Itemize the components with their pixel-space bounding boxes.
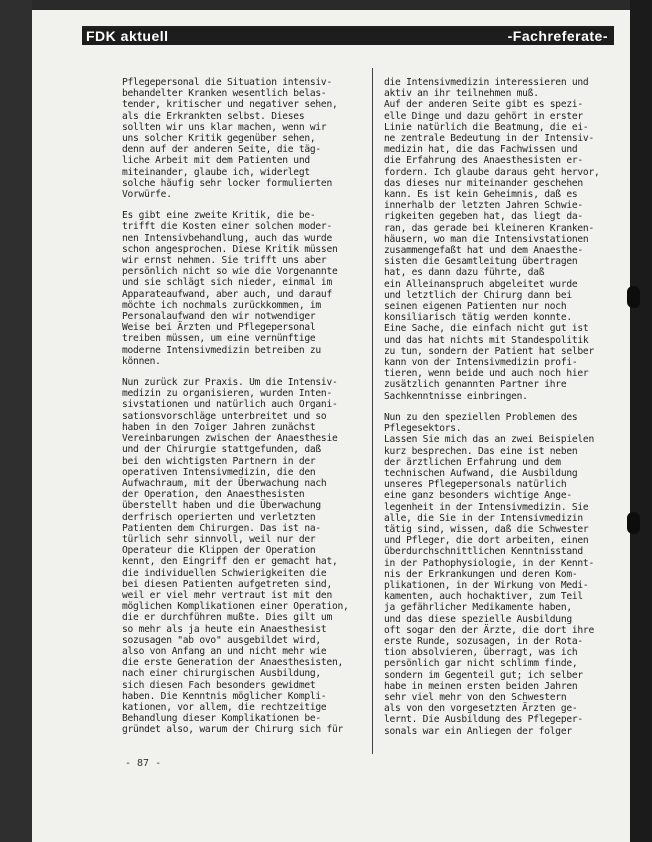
text-line: und das hat nichts mit Standespolitik xyxy=(384,334,589,346)
text-line: in der Pathophysiologie, in der Kennt- xyxy=(384,557,594,569)
text-line: lernt. Die Ausbildung des Pflegeper- xyxy=(384,714,583,726)
text-line: kennt, den Eingriff den er gemacht hat, xyxy=(122,556,338,568)
text-line: zusätzlich genannten Partner ihre xyxy=(384,379,567,391)
text-line: kationen, vor allem, die rechtzeitige xyxy=(122,701,327,713)
text-line: treiben müssen, um eine vernünftige xyxy=(122,333,316,345)
text-line: und letztlich der Chirurg dann bei xyxy=(384,289,572,301)
text-line: schon angesprochen. Diese Kritik müssen xyxy=(122,243,338,255)
text-line: und Pfleger, die dort arbeiten, einen xyxy=(384,535,589,547)
text-line: haben in den 7oiger Jahren zunächst xyxy=(122,421,316,433)
text-line: die Intensivmedizin interessieren und xyxy=(384,77,589,88)
text-line: ran, das gerade bei kleineren Kranken- xyxy=(384,222,594,234)
text-line: Nun zurück zur Praxis. Um die Intensiv- xyxy=(122,377,338,389)
text-line: tieren, wenn beide und auch noch hier xyxy=(384,368,589,380)
text-line: nis der Erkrankungen und deren Kom- xyxy=(384,568,578,580)
text-line: als die Erkrankten selbst. Dieses xyxy=(122,110,305,122)
text-line: türlich sehr sinnvoll, weil nur der xyxy=(122,533,316,545)
text-line: und der Chirurgie stattgefunden, daß xyxy=(122,444,321,456)
text-line: erste Runde, sozusagen, in der Rota- xyxy=(384,635,583,647)
text-line: Pflegepersonal die Situation intensiv- xyxy=(122,77,332,88)
text-line: seinen eigenen Patienten nur noch xyxy=(384,301,567,313)
text-line: die erste Generation der Anaesthesisten, xyxy=(122,657,344,669)
text-line: die Erfahrung des Anaesthesisten er- xyxy=(384,155,583,167)
page-number: - 87 - xyxy=(125,758,162,769)
text-line: die individuellen Schwierigkeiten die xyxy=(122,567,327,579)
text-line: kurz besprechen. Das eine ist neben xyxy=(384,445,578,457)
text-line: medizin zu organisieren, wurden Inten- xyxy=(122,388,332,400)
text-line: sivstationen und natürlich auch Organi- xyxy=(122,399,338,411)
text-line: Aufwachraum, mit der Überwachung nach xyxy=(122,477,327,489)
text-line: ne zentrale Bedeutung in der Intensiv- xyxy=(384,133,594,145)
right-text-column xyxy=(384,77,610,737)
text-line: Patienten dem Chirurgen. Das ist na- xyxy=(122,522,321,534)
punch-hole xyxy=(627,286,640,308)
text-line: tätig sind, wissen, daß die Schwester xyxy=(384,523,589,535)
text-line: elle Dinge und dazu gehört in erster xyxy=(384,110,583,122)
text-line: Pflegesektors. xyxy=(384,423,462,435)
text-line: rigkeiten gegeben hat, das liegt da- xyxy=(384,211,583,223)
text-line: derfrisch operierten und verletzten xyxy=(122,511,316,523)
text-line: sisten die Gesamtleitung übertragen xyxy=(384,256,578,268)
page-header xyxy=(82,28,614,45)
text-line: der ärztlichen Erfahrung und dem xyxy=(384,456,561,468)
text-line: kamenten, auch hochaktiver, zum Teil xyxy=(384,591,583,603)
text-line: kann. Es ist kein Geheimnis, daß es xyxy=(384,189,578,201)
text-line: Eine Sache, die einfach nicht gut ist xyxy=(384,323,589,335)
scan-right-edge xyxy=(630,0,652,842)
text-line: uns solcher Kritik gegenüber sehen, xyxy=(122,133,316,145)
text-line: hat, es dann dazu führte, daß xyxy=(384,267,545,279)
text-line: weil er viel mehr vertraut ist mit den xyxy=(122,589,332,601)
text-line: Apparateaufwand, aber auch, und darauf xyxy=(122,288,332,300)
text-line: operativen Intensivmedizin, die den xyxy=(122,466,316,478)
text-line: unseres Pflegepersonals natürlich xyxy=(384,479,567,491)
text-line: aktiv an ihr teilnehmen muß. xyxy=(384,88,539,100)
text-line: alle, die Sie in der Intensivmedizin xyxy=(384,512,583,524)
paragraph-gap xyxy=(122,200,364,210)
text-line: plikationen, in der Wirkung von Medi- xyxy=(384,579,589,591)
text-line: haben. Die Kenntnis möglicher Kompli- xyxy=(122,690,327,702)
header-right-title: -Fachreferate- xyxy=(507,28,608,44)
text-line: Behandlung dieser Komplikationen be- xyxy=(122,713,321,725)
text-line: sondern im Gegenteil gut; ich selber xyxy=(384,669,583,681)
text-line: Vorwürfe. xyxy=(122,189,172,201)
text-line: zu tun, sondern der Patient hat selber xyxy=(384,345,594,357)
text-line: tender, kritischer und negativer sehen, xyxy=(122,99,338,111)
text-line: nen Intensivbehandlung, auch das wurde xyxy=(122,232,332,244)
header-left-title: FDK aktuell xyxy=(86,28,169,44)
text-line: trifft die Kosten einer solchen moder- xyxy=(122,221,332,233)
text-line: können. xyxy=(122,355,161,367)
text-line: behandelter Kranken wesentlich belas- xyxy=(122,88,327,100)
text-line: tion absolvieren, überragt, was ich xyxy=(384,647,578,659)
text-line: Es gibt eine zweite Kritik, die be- xyxy=(122,210,316,222)
text-line: ein Alleinanspruch abgeleitet wurde xyxy=(384,278,578,290)
text-line: moderne Intensivmedizin betreiben zu xyxy=(122,344,321,356)
text-line: Operateur die Klippen der Operation xyxy=(122,545,316,557)
text-line: persönlich gar nicht schlimm finde, xyxy=(384,658,578,670)
text-line: Linie natürlich die Beatmung, die ei- xyxy=(384,121,589,133)
punch-hole xyxy=(627,512,640,534)
text-line: überdurchschnittlichen Kenntnisstand xyxy=(384,546,583,558)
text-line: sationsvorschläge unterbreitet und so xyxy=(122,410,327,422)
text-line: konsiliarisch tätig werden konnte. xyxy=(384,312,572,324)
text-line: kann von der Intensivmedizin profi- xyxy=(384,357,578,369)
text-line: innerhalb der letzten Jahren Schwie- xyxy=(384,200,583,212)
text-line: habe in meinen ersten beiden Jahren xyxy=(384,680,578,692)
text-line: häusern, wo man die Intensivstationen xyxy=(384,233,589,245)
paragraph-gap xyxy=(384,402,610,412)
text-line: als von den vorgesetzten Ärzten ge- xyxy=(384,703,578,715)
text-line: solche häufig sehr locker formulierten xyxy=(122,177,332,189)
text-line: gründet also, warum der Chirurg sich für xyxy=(122,724,344,736)
text-line: nach einer chirurgischen Ausbildung, xyxy=(122,668,321,680)
text-line: der Operation, den Anaesthesisten xyxy=(122,489,305,501)
text-line: zusammengefaßt hat und dem Anaesthe- xyxy=(384,245,583,257)
text-line: die er durchführen mußte. Dies gilt um xyxy=(122,612,332,624)
text-line: legenheit in der Intensivmedizin. Sie xyxy=(384,501,589,513)
text-line: medizin hat, die das Fachwissen und xyxy=(384,144,578,156)
text-line: bei den wichtigsten Partnern in der xyxy=(122,455,316,467)
text-line: liche Arbeit mit dem Patienten und xyxy=(122,155,310,167)
text-line: möchte ich nochmals zurückkommen, im xyxy=(122,299,321,311)
text-line: sozusagen "ab ovo" ausgebildet wird, xyxy=(122,634,321,646)
text-line: Auf der anderen Seite gibt es spezi- xyxy=(384,99,583,111)
text-line: sonals war ein Anliegen der folger xyxy=(384,725,572,737)
text-line: ja gefährlicher Medikamente haben, xyxy=(384,602,572,614)
text-line: und sie schlägt sich nieder, einmal im xyxy=(122,277,332,289)
text-line: Sachkenntnisse einbringen. xyxy=(384,390,528,402)
text-line: oft sogar den der Ärzte, die dort ihre xyxy=(384,624,594,636)
text-line: Nun zu den speziellen Problemen des xyxy=(384,411,578,423)
text-line: so mehr als ja heute ein Anaesthesist xyxy=(122,623,327,635)
paragraph-gap xyxy=(122,367,364,377)
text-line: fordern. Ich glaube daraus geht hervor, xyxy=(384,166,600,178)
text-line: Weise bei Ärzten und Pflegepersonal xyxy=(122,322,316,334)
text-line: eine ganz besonders wichtige Ange- xyxy=(384,490,572,502)
text-line: bei diesen Patienten aufgetreten sind, xyxy=(122,578,332,590)
text-line: möglichen Komplikationen einer Operation, xyxy=(122,601,349,613)
text-line: sollten wir uns klar machen, wenn wir xyxy=(122,121,327,133)
text-line: Personalaufwand den wir notwendiger xyxy=(122,311,316,323)
text-line: wir ernst nehmen. Sie trifft uns aber xyxy=(122,255,327,267)
text-line: Lassen Sie mich das an zwei Beispielen xyxy=(384,434,594,446)
text-line: überstellt haben und die Überwachung xyxy=(122,500,321,512)
text-line: technischen Aufwand, die Ausbildung xyxy=(384,467,578,479)
text-line: Vereinbarungen zwischen der Anaesthesie xyxy=(122,433,338,445)
text-line: und das diese spezielle Ausbildung xyxy=(384,613,572,625)
text-line: das dieses nur miteinander geschehen xyxy=(384,177,583,189)
text-line: miteinander, glaube ich, widerlegt xyxy=(122,166,310,178)
text-line: sehr viel mehr von den Schwestern xyxy=(384,691,567,703)
left-text-column xyxy=(122,77,364,736)
scan-left-edge xyxy=(0,0,32,842)
column-divider xyxy=(372,68,373,754)
text-line: persönlich nicht so wie die Vorgenannte xyxy=(122,266,338,278)
text-line: also von Anfang an und nicht mehr wie xyxy=(122,645,327,657)
text-line: sich diesen Fach besonders gewidmet xyxy=(122,679,316,691)
text-line: denn auf der anderen Seite, die täg- xyxy=(122,144,321,156)
